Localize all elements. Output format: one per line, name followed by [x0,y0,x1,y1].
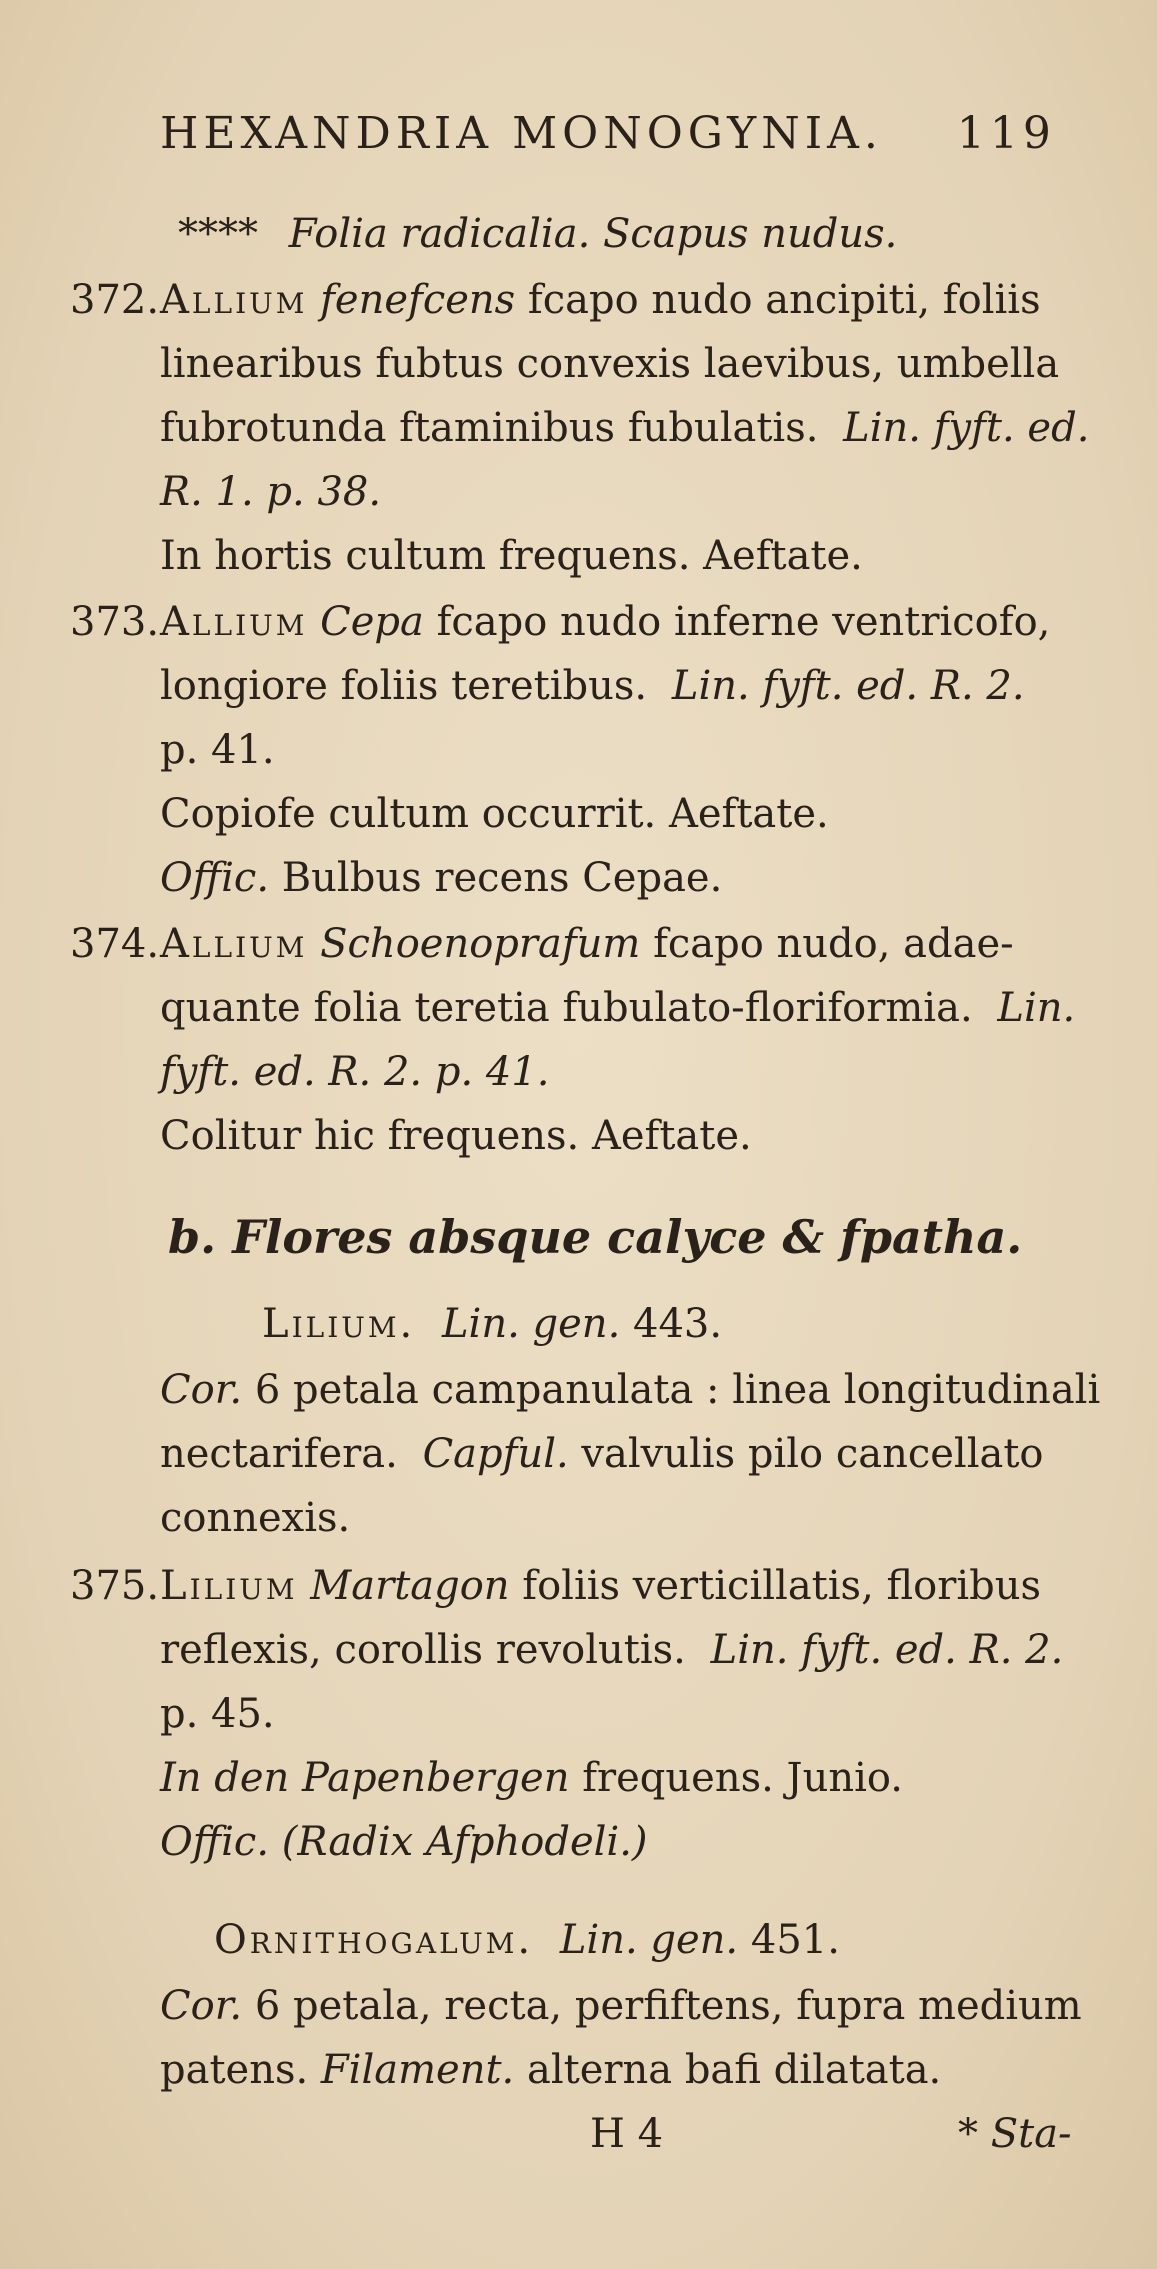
genus: Allium [160,277,308,323]
lilium-cor-line-3: connexis. [160,1495,351,1541]
header-title: HEXANDRIA MONOGYNIA. [160,108,883,159]
genus-ornithogalum-heading: Ornithogalum. Lin. gen. 451. [214,1917,840,1963]
species: fenefcens [320,277,516,323]
entry-372-line-1 [70,277,1041,323]
lilium-cor-line-2: nectarifera. Capful. valvulis pilo cancellato [160,1431,1044,1477]
entry-number: 375. [70,1563,160,1609]
description: foliis verticillatis, floribus [522,1563,1042,1609]
offic-text: Bulbus recens Cepae. [281,855,723,901]
entry-372-line-3: fubrotunda ftaminibus fubulatis. Lin. fyft. ed. [160,405,1090,451]
section-stars: **** [178,211,258,257]
species: Martagon [310,1563,510,1609]
genus-lilium-heading: Lilium. Lin. gen. 443. [262,1301,723,1347]
entry-375-offic: Offic. (Radix Afphodeli.) [160,1819,648,1865]
entry-372-line-4: R. 1. p. 38. [160,469,382,515]
entry-372-habitat: In hortis cultum frequens. Aeftate. [160,533,863,579]
description: fcapo nudo inferne ventricofo, [436,599,1051,645]
signature-mark: H 4 [590,2111,664,2157]
entry-373-habitat: Copiofe cultum occurrit. Aeftate. [160,791,829,837]
running-header [160,108,1056,159]
species: Cepa [320,599,424,645]
lilium-cor-line-1: Cor. 6 petala campanulata : linea longitudinali [160,1367,1101,1413]
entry-375-line-1 [70,1563,1042,1609]
entry-375-line-2: reflexis, corollis revolutis. Lin. fyft. ed. R. 2. [160,1627,1064,1673]
section-heading-text: Folia radicalia. Scapus nudus. [288,211,898,257]
entry-375-line-3: p. 45. [160,1691,275,1737]
reference: Lin. fyft. ed. R. 2. [671,663,1025,709]
subsection-heading: b. Flores absque calyce & fpatha. [168,1210,1023,1264]
reference: Lin. fyft. ed. [843,405,1090,451]
entry-number: 372. [70,277,160,323]
reference: Lin. [997,985,1076,1031]
genus: Lilium [160,1563,298,1609]
description: fcapo nudo ancipiti, foliis [527,277,1041,323]
entry-375-habitat: In den Papenbergen frequens. Junio. [160,1755,904,1801]
entry-number: 373. [70,599,160,645]
offic-label: Offic. [160,855,270,901]
genus: Allium [160,599,308,645]
catchword: * Sta- [958,2111,1072,2157]
description: fcapo nudo, adae- [653,921,1014,967]
entry-374-line-2: quante folia teretia fubulato-floriformia. Lin. [160,985,1076,1031]
entry-373-offic [160,855,723,901]
entry-373-line-2: longiore foliis teretibus. Lin. fyft. ed. R. 2. [160,663,1025,709]
entry-number: 374. [70,921,160,967]
entry-374-habitat: Colitur hic frequens. Aeftate. [160,1113,752,1159]
entry-373-line-1 [70,599,1051,645]
ornithogalum-cor-line-1: Cor. 6 petala, recta, perfiftens, fupra medium [160,1983,1082,2029]
section-heading [178,211,898,257]
entry-374-line-1 [70,921,1014,967]
entry-373-line-3: p. 41. [160,727,275,773]
entry-374-line-3: fyft. ed. R. 2. p. 41. [160,1049,550,1095]
entry-372-line-2: linearibus fubtus convexis laevibus, umbella [160,341,1060,387]
page-number: 119 [956,108,1056,159]
species: Schoenoprafum [320,921,641,967]
genus: Allium [160,921,308,967]
reference: Lin. fyft. ed. R. 2. [710,1627,1064,1673]
ornithogalum-cor-line-2: patens. Filament. alterna bafi dilatata. [160,2047,942,2093]
